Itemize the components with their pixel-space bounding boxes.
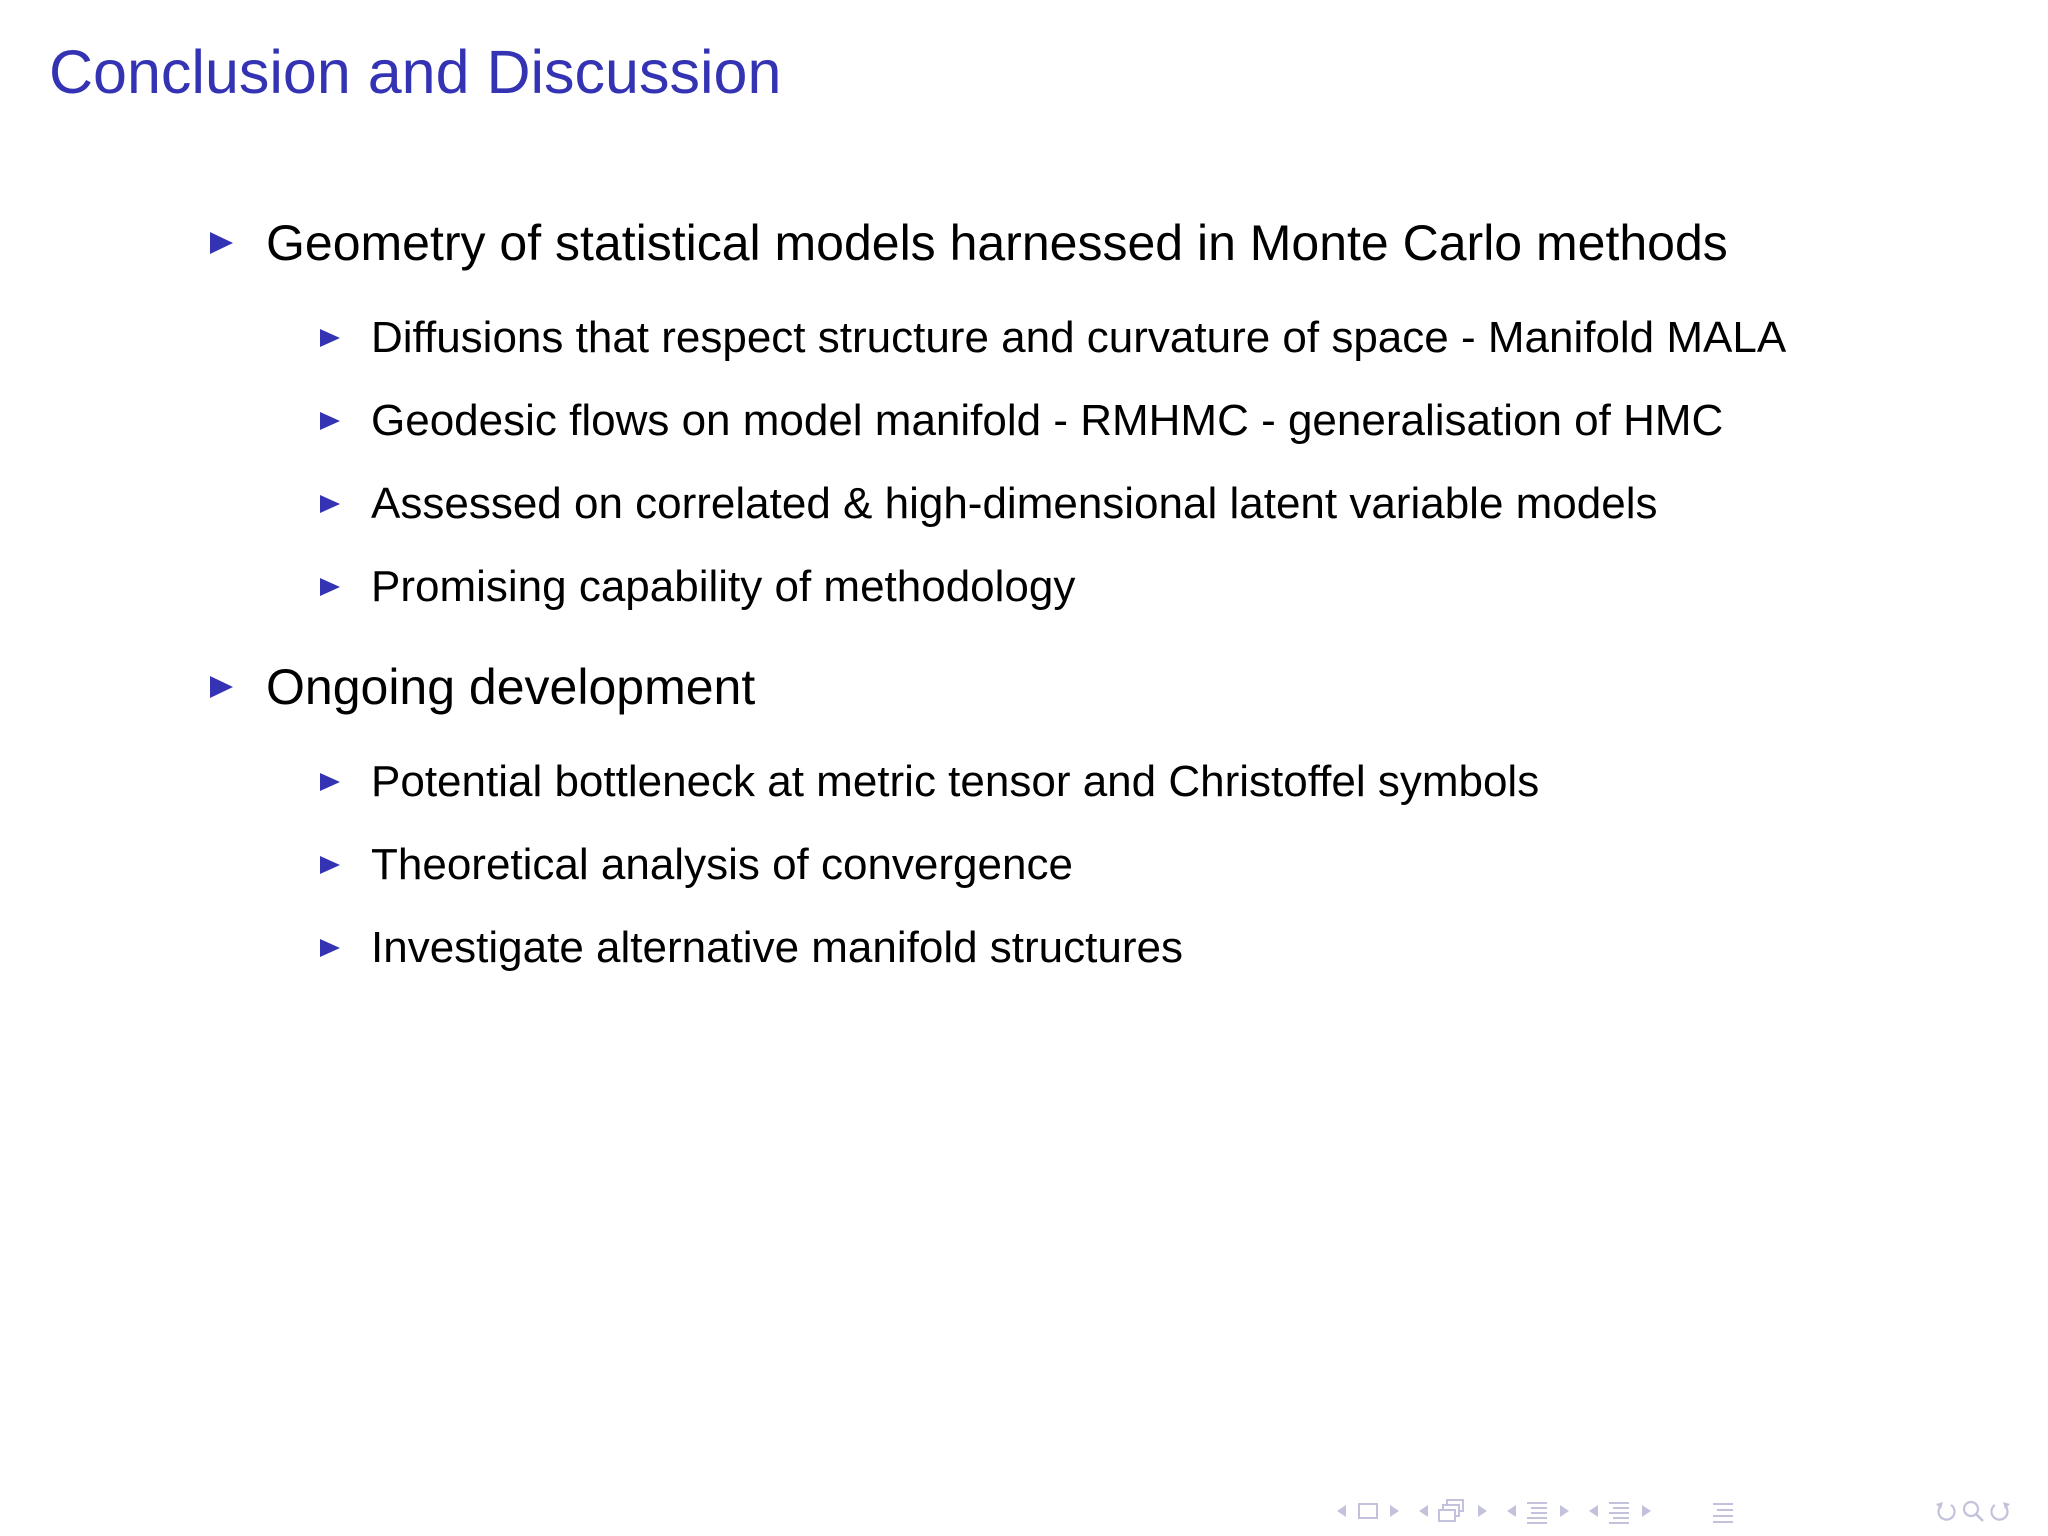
triangle-bullet-icon [320, 856, 340, 874]
triangle-bullet-icon [210, 676, 233, 698]
prev-section-icon[interactable] [1587, 1496, 1601, 1526]
page-title: Conclusion and Discussion [49, 38, 782, 106]
back-icon[interactable] [1931, 1496, 1959, 1526]
list-item-text: Theoretical analysis of convergence [371, 840, 1073, 889]
list-item-text: Geodesic flows on model manifold - RMHMC - generalisation of HMC [371, 396, 1724, 445]
triangle-bullet-icon [320, 773, 340, 791]
section-heading: Ongoing development [266, 659, 756, 715]
slide-icon[interactable] [1355, 1496, 1381, 1526]
outline-icon[interactable] [1709, 1496, 1737, 1526]
list-item-text: Potential bottleneck at metric tensor and Christoffel symbols [371, 757, 1540, 806]
triangle-bullet-icon [320, 412, 340, 430]
prev-slide-icon[interactable] [1335, 1496, 1349, 1526]
section-heading: Geometry of statistical models harnessed in Monte Carlo methods [266, 215, 1728, 271]
frame-icon[interactable] [1435, 1496, 1469, 1526]
list-item-text: Assessed on correlated & high-dimensional latent variable models [371, 479, 1658, 528]
list-item-text: Diffusions that respect structure and curvature of space - Manifold MALA [371, 313, 1787, 362]
prev-frame-icon[interactable] [1417, 1496, 1431, 1526]
next-subsection-icon[interactable] [1557, 1496, 1571, 1526]
triangle-bullet-icon [320, 495, 340, 513]
navigation-bar [1335, 1496, 2035, 1526]
triangle-bullet-icon [210, 232, 233, 254]
triangle-bullet-icon [320, 578, 340, 596]
search-icon[interactable] [1959, 1496, 1987, 1526]
list-item-text: Promising capability of methodology [371, 562, 1076, 611]
next-section-icon[interactable] [1639, 1496, 1653, 1526]
triangle-bullet-icon [320, 939, 340, 957]
forward-icon[interactable] [1987, 1496, 2015, 1526]
list-item-text: Investigate alternative manifold structures [371, 923, 1183, 972]
next-frame-icon[interactable] [1475, 1496, 1489, 1526]
prev-subsection-icon[interactable] [1505, 1496, 1519, 1526]
next-slide-icon[interactable] [1387, 1496, 1401, 1526]
section-icon[interactable] [1605, 1496, 1633, 1526]
triangle-bullet-icon [320, 329, 340, 347]
subsection-icon[interactable] [1523, 1496, 1551, 1526]
